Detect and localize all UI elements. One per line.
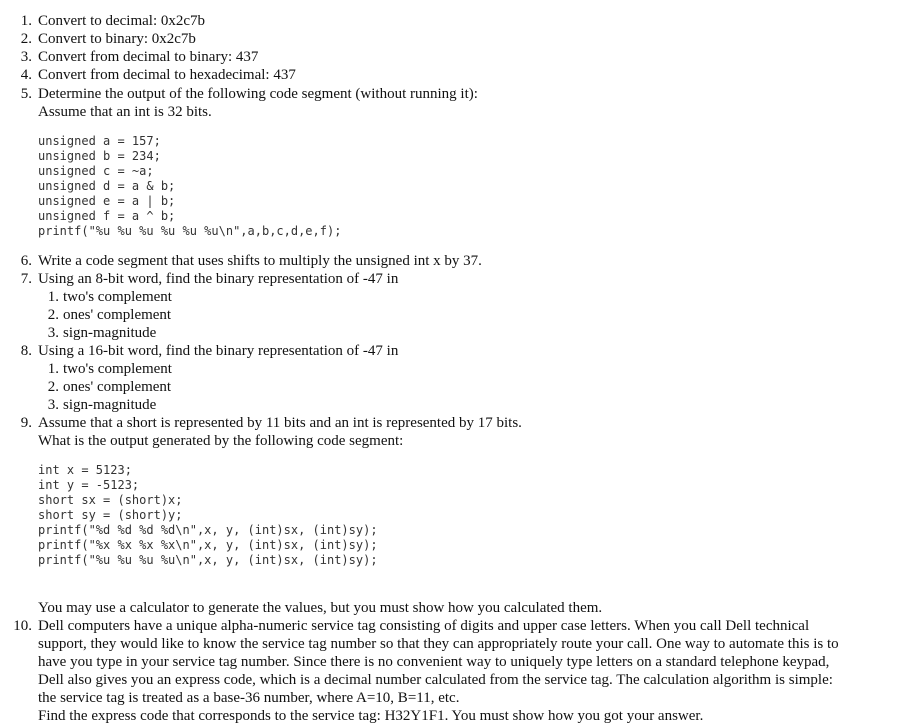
- question-note: What is the output generated by the following code segment:: [38, 433, 404, 449]
- code-line: printf("%u %u %u %u %u %u\n",a,b,c,d,e,f);: [38, 224, 342, 238]
- sub-item-number: 2.: [47, 307, 59, 323]
- question-number: 6.: [20, 253, 32, 269]
- question-text: the service tag is treated as a base-36 number, where A=10, B=11, etc.: [38, 690, 460, 706]
- question-number: 1.: [20, 13, 32, 29]
- question-text: support, they would like to know the service tag number so that they can appropriately route your call. One way to automate this is to: [38, 636, 839, 652]
- code-line: printf("%x %x %x %x\n",x, y, (int)sx, (int)sy);: [38, 538, 378, 552]
- sub-item-text: sign-magnitude: [63, 325, 157, 341]
- code-line: printf("%u %u %u %u\n",x, y, (int)sx, (int)sy);: [38, 553, 378, 567]
- code-line: unsigned d = a & b;: [38, 179, 176, 193]
- code-line: unsigned b = 234;: [38, 149, 161, 163]
- question-number: 4.: [20, 67, 32, 83]
- question-text: Convert from decimal to binary: 437: [38, 49, 259, 65]
- calculator-note: You may use a calculator to generate the values, but you must show how you calculated them.: [38, 600, 603, 616]
- code-line: unsigned f = a ^ b;: [38, 209, 176, 223]
- question-number: 9.: [20, 415, 32, 431]
- code-line: unsigned e = a | b;: [38, 194, 176, 208]
- question-note: Assume that an int is 32 bits.: [38, 104, 212, 120]
- sub-item-text: ones' complement: [63, 307, 172, 323]
- sub-item-text: two's complement: [63, 289, 172, 305]
- question-text: Write a code segment that uses shifts to multiply the unsigned int x by 37.: [38, 253, 482, 269]
- code-line: int y = -5123;: [38, 478, 140, 492]
- sub-item-text: sign-magnitude: [63, 397, 157, 413]
- question-text: Convert to binary: 0x2c7b: [38, 31, 196, 47]
- sub-item-text: two's complement: [63, 361, 172, 377]
- question-text: Using a 16-bit word, find the binary representation of -47 in: [38, 343, 399, 359]
- question-text: Assume that a short is represented by 11 bits and an int is represented by 17 bits.: [38, 415, 522, 431]
- question-text: Convert to decimal: 0x2c7b: [38, 13, 206, 29]
- sub-item-number: 2.: [47, 379, 59, 395]
- question-final: Find the express code that corresponds to the service tag: H32Y1F1. You must show how you got your answer.: [38, 708, 704, 724]
- question-number: 2.: [20, 31, 32, 47]
- question-number: 7.: [20, 271, 32, 287]
- sub-item-number: 1.: [47, 361, 59, 377]
- code-line: int x = 5123;: [38, 463, 132, 477]
- code-line: unsigned a = 157;: [38, 134, 161, 148]
- question-text: Convert from decimal to hexadecimal: 437: [38, 67, 296, 83]
- question-number: 10.: [13, 618, 32, 634]
- sub-item-number: 3.: [47, 397, 59, 413]
- code-line: printf("%d %d %d %d\n",x, y, (int)sx, (int)sy);: [38, 523, 378, 537]
- sub-item-number: 3.: [47, 325, 59, 341]
- question-number: 8.: [20, 343, 32, 359]
- code-line: unsigned c = ~a;: [38, 164, 154, 178]
- sub-item-number: 1.: [47, 289, 59, 305]
- question-text: have you type in your service tag number. Since there is no convenient way to uniquely type letters on a standard telephone keypad,: [38, 654, 830, 670]
- question-text: Using an 8-bit word, find the binary representation of -47 in: [38, 271, 399, 287]
- question-text: Dell computers have a unique alpha-numeric service tag consisting of digits and upper case letters. When you call Dell technical: [38, 618, 810, 634]
- question-number: 5.: [20, 86, 32, 102]
- sub-item-text: ones' complement: [63, 379, 172, 395]
- question-number: 3.: [20, 49, 32, 65]
- question-text: Determine the output of the following code segment (without running it):: [38, 86, 478, 102]
- code-line: short sy = (short)y;: [38, 508, 183, 522]
- code-line: short sx = (short)x;: [38, 493, 183, 507]
- question-text: Dell also gives you an express code, which is a decimal number calculated from the service tag. The calculation algorithm is simple:: [38, 672, 833, 688]
